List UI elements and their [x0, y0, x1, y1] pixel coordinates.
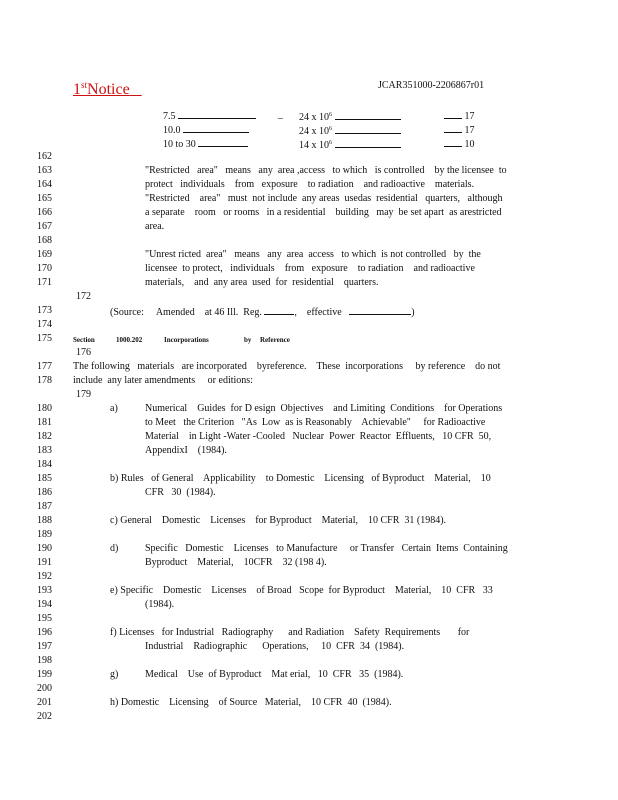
- line-number: 189: [37, 529, 52, 540]
- table-value: 17: [464, 111, 475, 122]
- table-cell-b: [299, 137, 401, 152]
- line-number: 162: [37, 151, 52, 162]
- table-cell-a: 10 to 30: [163, 139, 196, 150]
- line-number: 194: [37, 599, 52, 610]
- section-number: 1000.202: [116, 336, 143, 344]
- list-item: c) General Domestic Licenses for Byproduct Material, 10 CFR 31 (1984).: [110, 515, 447, 526]
- table-value: 17: [464, 125, 475, 136]
- list-item: to Meet the Criterion "As Low as is Reasonably Achievable" for Radioactive: [145, 417, 486, 428]
- line-number: 176: [76, 347, 91, 358]
- line-number: 164: [37, 179, 52, 190]
- source-effective: , effective: [294, 307, 342, 318]
- section-title-word: Reference: [260, 336, 290, 344]
- definition-restricted-line: a separate room or rooms in a residential building may be set apart as arestricted: [145, 207, 502, 218]
- list-item: Numerical Guides for D esign Objectives and Limiting Conditions for Operations: [145, 403, 503, 414]
- blank-line: [183, 123, 249, 133]
- intro-line: include any later amendments or editions:: [73, 375, 253, 386]
- exponent: 6: [329, 140, 332, 146]
- line-number: 196: [37, 627, 52, 638]
- table-value: 24 x 10: [299, 126, 329, 137]
- definition-restricted-line: "Restricted area" means any area ,access to which is controlled by the licensee to: [145, 165, 507, 176]
- item-letter: d): [110, 543, 119, 554]
- blank-line: [335, 138, 401, 148]
- line-number: 195: [37, 613, 52, 624]
- table-cell-c: [444, 137, 475, 151]
- item-letter: a): [110, 403, 118, 414]
- list-item: Material in Light -Water -Cooled Nuclear Power Reactor Effluents, 10 CFR 50,: [145, 431, 492, 442]
- section-label: Section: [73, 336, 95, 344]
- exponent: 6: [329, 126, 332, 132]
- line-number: 200: [37, 683, 52, 694]
- source-note: [110, 305, 415, 319]
- line-number: 169: [37, 249, 52, 260]
- blank-line: [335, 110, 401, 120]
- line-number: 187: [37, 501, 52, 512]
- blank-line: [444, 109, 462, 119]
- line-number: 193: [37, 585, 52, 596]
- document-id: JCAR351000-2206867r01: [378, 80, 485, 91]
- line-number: 178: [37, 375, 52, 386]
- list-item: b) Rules of General Applicability to Domestic Licensing of Byproduct Material, 10: [110, 473, 491, 484]
- line-number: 180: [37, 403, 52, 414]
- blank-line: [198, 137, 248, 147]
- line-number: 184: [37, 459, 52, 470]
- table-row: [163, 109, 256, 123]
- blank-line: [349, 305, 411, 315]
- table-cell-b: [299, 109, 401, 124]
- line-number: 185: [37, 473, 52, 484]
- line-number: 170: [37, 263, 52, 274]
- line-number: 201: [37, 697, 52, 708]
- definition-restricted-line: protect individuals from exposure to radiation and radioactive materials.: [145, 179, 475, 190]
- blank-line: [444, 137, 462, 147]
- line-number: 182: [37, 431, 52, 442]
- line-number: 167: [37, 221, 52, 232]
- definition-unrestricted-line: materials, and any area used for residential quarters.: [145, 277, 379, 288]
- line-number: 190: [37, 543, 52, 554]
- table-cell-c: [444, 123, 475, 137]
- table-value: 24 x 10: [299, 112, 329, 123]
- line-number: 183: [37, 445, 52, 456]
- table-cell-a: 7.5: [163, 111, 176, 122]
- line-number: 188: [37, 515, 52, 526]
- notice-number: 1: [73, 81, 81, 98]
- definition-unrestricted-line: licensee to protect, individuals from exposure to radiation and radioactive: [145, 263, 475, 274]
- table-value: 10: [464, 139, 475, 150]
- line-number: 166: [37, 207, 52, 218]
- list-item: CFR 30 (1984).: [145, 487, 216, 498]
- intro-line: The following materials are incorporated byreference. These incorporations by reference do not: [73, 361, 501, 372]
- blank-line: [335, 124, 401, 134]
- line-number: 171: [37, 277, 52, 288]
- table-value: 14 x 10: [299, 140, 329, 151]
- list-item: Specific Domestic Licenses to Manufacture or Transfer Certain Items Containing: [145, 543, 508, 554]
- table-cell-a: 10.0: [163, 125, 181, 136]
- list-item: h) Domestic Licensing of Source Material, 10 CFR 40 (1984).: [110, 697, 392, 708]
- source-suffix: ): [411, 307, 415, 318]
- line-number: 191: [37, 557, 52, 568]
- line-number: 181: [37, 417, 52, 428]
- notice-word: Notice: [87, 81, 130, 98]
- line-number: 165: [37, 193, 52, 204]
- line-number: 174: [37, 319, 52, 330]
- blank-line: [264, 305, 294, 315]
- definition-restricted-line: "Restricted area" must not include any areas usedas residential quarters, although: [145, 193, 503, 204]
- blank-line: [178, 109, 256, 119]
- line-number: 175: [37, 333, 52, 344]
- blank-line: [444, 123, 462, 133]
- notice-title: [73, 76, 142, 99]
- line-number: 199: [37, 669, 52, 680]
- exponent: 6: [329, 112, 332, 118]
- section-title-word: Incorporations: [164, 336, 209, 344]
- item-letter: g): [110, 669, 119, 680]
- table-cell-c: [444, 109, 475, 123]
- line-number: 172: [76, 291, 91, 302]
- line-number: 186: [37, 487, 52, 498]
- line-number: 197: [37, 641, 52, 652]
- line-number: 168: [37, 235, 52, 246]
- list-item: AppendixI (1984).: [145, 445, 227, 456]
- section-title-word: by: [244, 336, 252, 344]
- table-cell-b: [299, 123, 401, 138]
- line-number: 202: [37, 711, 52, 722]
- line-number: 198: [37, 655, 52, 666]
- list-item: f) Licenses for Industrial Radiography and Radiation Safety Requirements for: [110, 627, 470, 638]
- list-item: Medical Use of Byproduct Mat erial, 10 CFR 35 (1984).: [145, 669, 404, 680]
- table-dash: _: [278, 109, 283, 120]
- definition-unrestricted-line: "Unrest ricted area" means any area access to which is not controlled by the: [145, 249, 481, 260]
- table-row: [163, 137, 248, 151]
- table-row: [163, 123, 249, 137]
- notice-ordinal-suffix: st: [81, 80, 88, 90]
- source-prefix: (Source: Amended at 46 Ill. Reg.: [110, 307, 262, 318]
- list-item: e) Specific Domestic Licenses of Broad Scope for Byproduct Material, 10 CFR 33: [110, 585, 493, 596]
- list-item: Byproduct Material, 10CFR 32 (198 4).: [145, 557, 327, 568]
- line-number: 173: [37, 305, 52, 316]
- line-number: 163: [37, 165, 52, 176]
- line-number: 177: [37, 361, 52, 372]
- list-item: (1984).: [145, 599, 175, 610]
- list-item: Industrial Radiographic Operations, 10 CFR 34 (1984).: [145, 641, 405, 652]
- line-number: 192: [37, 571, 52, 582]
- line-number: 179: [76, 389, 91, 400]
- definition-restricted-line: area.: [145, 221, 165, 232]
